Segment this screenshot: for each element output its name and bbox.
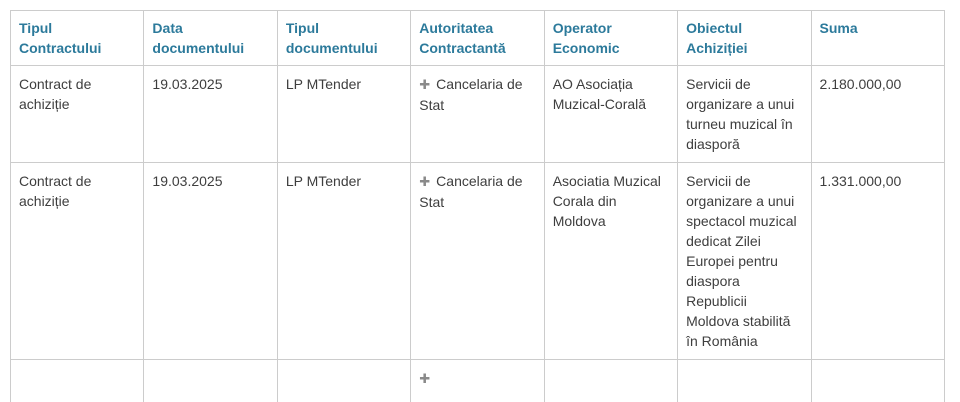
cell-data-documentului: [144, 360, 277, 402]
cell-obiectul-achizitiei: [678, 360, 811, 402]
cell-suma: 1.331.000,00: [811, 163, 944, 360]
contracts-table: [10, 10, 945, 402]
cell-data-documentului: 19.03.2025: [144, 66, 277, 163]
cell-tipul-contractului: Contract de achiziție: [11, 66, 144, 163]
table-header-row: [11, 11, 945, 66]
cell-data-documentului: 19.03.2025: [144, 163, 277, 360]
cell-autoritatea-contractanta: [411, 163, 544, 360]
column-header-tipul-contractului: Tipul Contractului: [11, 11, 144, 66]
cell-suma: 2.180.000,00: [811, 66, 944, 163]
expand-row-icon[interactable]: ✚: [419, 174, 431, 189]
expand-row-icon[interactable]: ✚: [419, 371, 431, 386]
expand-row-icon[interactable]: ✚: [419, 77, 431, 92]
cell-operator-economic: Asociatia Muzical Corala din Moldova: [544, 163, 677, 360]
column-header-tipul-documentului: Tipul documentului: [277, 11, 410, 66]
authority-name: Cancelaria de Stat: [419, 76, 523, 113]
column-header-data-documentului: Data documentului: [144, 11, 277, 66]
cell-tipul-documentului: LP MTender: [277, 163, 410, 360]
cell-autoritatea-contractanta: [411, 66, 544, 163]
cell-obiectul-achizitiei: Servicii de organizare a unui spectacol muzical dedicat Zilei Europei pentru diaspora Republicii Moldova stabilită în România: [678, 163, 811, 360]
column-header-suma: Suma: [811, 11, 944, 66]
cell-tipul-documentului: [277, 360, 410, 402]
column-header-operator-economic: Operator Economic: [544, 11, 677, 66]
cell-autoritatea-contractanta: [411, 360, 544, 402]
column-header-obiectul-achizitiei: Obiectul Achiziției: [678, 11, 811, 66]
column-header-autoritatea-contractanta: Autoritatea Contractantă: [411, 11, 544, 66]
authority-name: Cancelaria de Stat: [419, 173, 523, 210]
cell-operator-economic: AO Asociația Muzical-Corală: [544, 66, 677, 163]
cell-obiectul-achizitiei: Servicii de organizare a unui turneu muzical în diasporă: [678, 66, 811, 163]
table-row: [11, 163, 945, 360]
cell-tipul-documentului: LP MTender: [277, 66, 410, 163]
cell-tipul-contractului: Contract de achiziție: [11, 163, 144, 360]
cell-operator-economic: [544, 360, 677, 402]
table-row: [11, 360, 945, 402]
cell-tipul-contractului: [11, 360, 144, 402]
table-row: [11, 66, 945, 163]
cell-suma: [811, 360, 944, 402]
